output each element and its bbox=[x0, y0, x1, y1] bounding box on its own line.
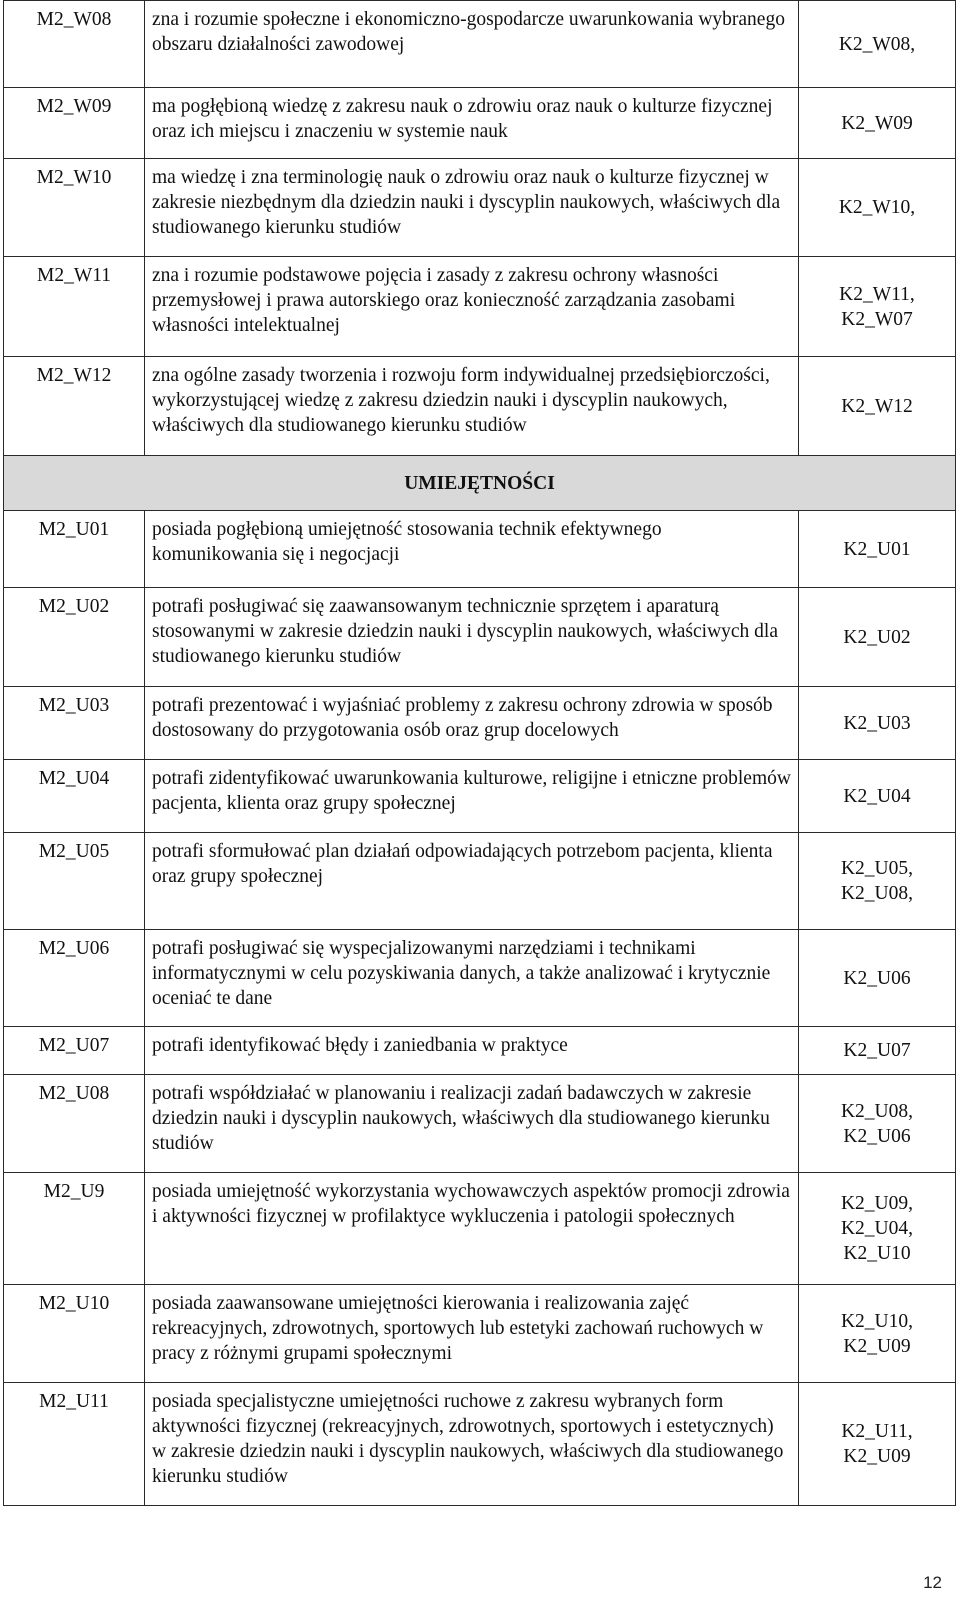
outcome-code: M2_U05 bbox=[4, 833, 145, 930]
table-row bbox=[4, 357, 956, 456]
table-row bbox=[4, 1383, 956, 1506]
reference-code: K2_U06 bbox=[843, 967, 911, 989]
outcome-reference bbox=[799, 1, 956, 88]
reference-code: K2_U11, bbox=[841, 1421, 913, 1442]
outcome-reference bbox=[799, 833, 956, 930]
outcome-description: potrafi współdziałać w planowaniu i realizacji zadań badawczych w zakresie dziedzin nauki i dyscyplin naukowych, właściwych dla studiowanego kierunku studiów bbox=[145, 1075, 799, 1173]
outcome-description: potrafi prezentować i wyjaśniać problemy z zakresu ochrony zdrowia w sposób dostosowany do przygotowania osób oraz grup docelowych bbox=[145, 687, 799, 760]
outcome-description: zna ogólne zasady tworzenia i rozwoju form indywidualnej przedsiębiorczości, wykorzystującej wiedzę z zakresu dziedzin nauki i dyscyplin naukowych, właściwych dla studiowanego kierunku studiów bbox=[145, 357, 799, 456]
outcome-reference bbox=[799, 1075, 956, 1173]
reference-code: K2_U07 bbox=[843, 1040, 911, 1061]
outcome-reference bbox=[799, 257, 956, 357]
section-title: UMIEJĘTNOŚCI bbox=[4, 456, 956, 511]
reference-code: K2_W07 bbox=[841, 308, 913, 330]
outcome-code: M2_U07 bbox=[4, 1027, 145, 1075]
outcome-code: M2_U11 bbox=[4, 1383, 145, 1506]
outcome-description: posiada pogłębioną umiejętność stosowania technik efektywnego komunikowania się i negocjacji bbox=[145, 511, 799, 588]
reference-code: K2_U02 bbox=[843, 626, 911, 648]
outcome-code: M2_U02 bbox=[4, 588, 145, 687]
reference-code: K2_U09, bbox=[840, 1193, 914, 1214]
outcome-code: M2_U01 bbox=[4, 511, 145, 588]
outcome-code: M2_U10 bbox=[4, 1285, 145, 1383]
reference-code: K2_U09 bbox=[843, 1335, 911, 1357]
outcome-reference bbox=[799, 1383, 956, 1506]
outcome-description: potrafi posługiwać się wyspecjalizowanymi narzędziami i technikami informatycznymi w celu pozyskiwania danych, a także analizować i krytycznie oceniać te dane bbox=[145, 930, 799, 1027]
outcome-reference bbox=[799, 760, 956, 833]
outcome-code: M2_W10 bbox=[4, 159, 145, 257]
outcome-code: M2_U08 bbox=[4, 1075, 145, 1173]
reference-code: K2_W11, bbox=[839, 283, 915, 305]
page-number: 12 bbox=[923, 1573, 942, 1592]
outcome-reference bbox=[799, 588, 956, 687]
outcome-reference bbox=[799, 930, 956, 1027]
outcome-code: M2_W09 bbox=[4, 88, 145, 159]
table-row bbox=[4, 1027, 956, 1075]
table-row bbox=[4, 159, 956, 257]
outcome-description: ma wiedzę i zna terminologię nauk o zdrowiu oraz nauk o kulturze fizycznej w zakresie niezbędnym dla dziedzin nauki i dyscyplin naukowych, właściwych dla studiowanego kierunku studiów bbox=[145, 159, 799, 257]
outcome-description: posiada zaawansowane umiejętności kierowania i realizowania zajęć rekreacyjnych, zdrowotnych, sportowych lub estetyki zachowań ruchowych w pracy z różnymi grupami społecznymi bbox=[145, 1285, 799, 1383]
outcome-description: potrafi zidentyfikować uwarunkowania kulturowe, religijne i etniczne problemów pacjenta, klienta oraz grupy społecznej bbox=[145, 760, 799, 833]
outcome-code: M2_U04 bbox=[4, 760, 145, 833]
outcome-reference bbox=[799, 159, 956, 257]
outcome-description: ma pogłębioną wiedzę z zakresu nauk o zdrowiu oraz nauk o kulturze fizycznej oraz ich miejscu i znaczeniu w systemie nauk bbox=[145, 88, 799, 159]
reference-code: K2_W09 bbox=[841, 112, 913, 134]
outcome-description: potrafi identyfikować błędy i zaniedbania w praktyce bbox=[145, 1027, 799, 1075]
table-row bbox=[4, 511, 956, 588]
table-row bbox=[4, 88, 956, 159]
reference-code: K2_W10, bbox=[838, 197, 916, 218]
reference-code: K2_U06 bbox=[843, 1125, 911, 1147]
outcome-description: potrafi sformułować plan działań odpowiadających potrzebom pacjenta, klienta oraz grupy społecznej bbox=[145, 833, 799, 930]
table-row bbox=[4, 687, 956, 760]
reference-code: K2_U08, bbox=[840, 1100, 914, 1122]
reference-code: K2_U03 bbox=[843, 712, 911, 734]
reference-code: K2_W08, bbox=[838, 33, 916, 55]
reference-code: K2_U05, bbox=[840, 858, 914, 879]
outcome-code: M2_U06 bbox=[4, 930, 145, 1027]
table-row bbox=[4, 1173, 956, 1285]
table-row bbox=[4, 833, 956, 930]
table-row bbox=[4, 1285, 956, 1383]
table-body bbox=[4, 1, 956, 1506]
outcome-description: posiada specjalistyczne umiejętności ruchowe z zakresu wybranych form aktywności fizycznej (rekreacyjnych, zdrowotnych, sportowych i estetycznych) w zakresie dziedzin nauki i dyscyplin naukowych, właściwych dla studiowanego kierunku studiów bbox=[145, 1383, 799, 1506]
outcome-reference bbox=[799, 1285, 956, 1383]
outcome-description: potrafi posługiwać się zaawansowanym technicznie sprzętem i aparaturą stosowanymi w zakresie dziedzin nauki i dyscyplin naukowych, właściwych dla studiowanego kierunku studiów bbox=[145, 588, 799, 687]
reference-code: K2_U10 bbox=[843, 1243, 911, 1264]
outcome-reference bbox=[799, 357, 956, 456]
outcome-description: posiada umiejętność wykorzystania wychowawczych aspektów promocji zdrowia i aktywności fizycznej w profilaktyce wykluczenia i patologii społecznych bbox=[145, 1173, 799, 1285]
learning-outcomes-table bbox=[3, 0, 956, 1506]
outcome-code: M2_U03 bbox=[4, 687, 145, 760]
table-row bbox=[4, 760, 956, 833]
outcome-code: M2_W12 bbox=[4, 357, 145, 456]
outcome-reference bbox=[799, 687, 956, 760]
outcome-reference bbox=[799, 1027, 956, 1075]
reference-code: K2_U10, bbox=[840, 1310, 914, 1332]
table-row bbox=[4, 257, 956, 357]
table-row bbox=[4, 930, 956, 1027]
reference-code: K2_U04 bbox=[843, 785, 911, 807]
reference-code: K2_U04, bbox=[840, 1218, 914, 1239]
outcome-code: M2_W11 bbox=[4, 257, 145, 357]
outcome-description: zna i rozumie społeczne i ekonomiczno-gospodarcze uwarunkowania wybranego obszaru działalności zawodowej bbox=[145, 1, 799, 88]
outcome-description: zna i rozumie podstawowe pojęcia i zasady z zakresu ochrony własności przemysłowej i prawa autorskiego oraz konieczność zarządzania zasobami własności intelektualnej bbox=[145, 257, 799, 357]
outcome-reference bbox=[799, 88, 956, 159]
outcome-reference bbox=[799, 511, 956, 588]
table-row bbox=[4, 1075, 956, 1173]
reference-code: K2_U08, bbox=[840, 883, 914, 904]
reference-code: K2_U01 bbox=[843, 538, 911, 560]
section-header-row bbox=[4, 456, 956, 511]
table-row bbox=[4, 588, 956, 687]
reference-code: K2_W12 bbox=[841, 395, 913, 417]
reference-code: K2_U09 bbox=[843, 1446, 911, 1467]
table-row bbox=[4, 1, 956, 88]
outcome-code: M2_U9 bbox=[4, 1173, 145, 1285]
outcome-reference bbox=[799, 1173, 956, 1285]
outcome-code: M2_W08 bbox=[4, 1, 145, 88]
